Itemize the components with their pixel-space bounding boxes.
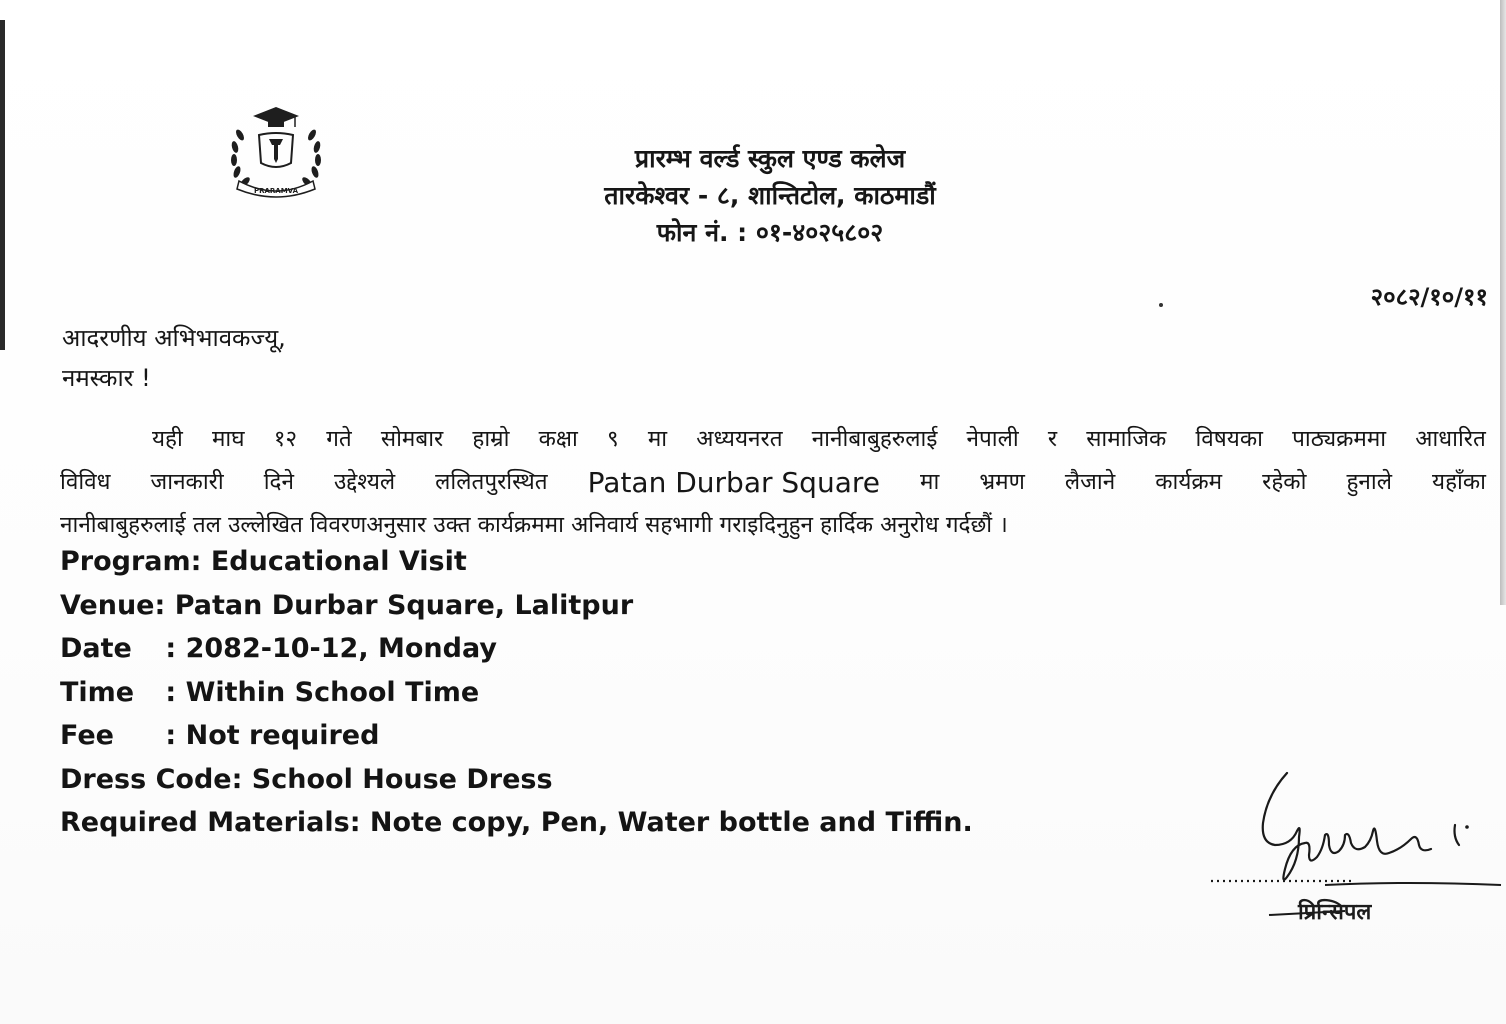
detail-separator: : (154, 589, 175, 621)
detail-value: Educational Visit (210, 546, 467, 577)
body-line-2-word: यहाँका (1432, 469, 1486, 495)
body-line-2-word: जानकारी (150, 469, 224, 495)
letterhead (540, 140, 1000, 251)
body-line-1-word: माघ (211, 426, 245, 452)
body-line-1-word: ९ (607, 426, 619, 452)
detail-row (60, 758, 973, 802)
detail-value: Note copy, Pen, Water bottle and Tiffin. (369, 807, 973, 838)
detail-row (60, 584, 973, 628)
visit-details (60, 540, 973, 845)
school-logo (225, 105, 327, 205)
detail-label: Dress Code (60, 763, 232, 795)
detail-separator: : (156, 633, 186, 664)
detail-row (60, 714, 973, 758)
detail-row (60, 801, 973, 845)
school-address: तारकेश्वर - ८, शान्तिटोल, काठमाडौं (604, 181, 936, 210)
letter-date: २०८२/१०/११ (1370, 283, 1488, 311)
body-paragraph (60, 418, 1486, 547)
body-line-1-word: सामाजिक (1086, 426, 1167, 452)
detail-value: Not required (185, 720, 380, 751)
scan-edge-right (1500, 0, 1506, 605)
detail-label: Time (60, 676, 135, 708)
body-line-1 (60, 418, 1486, 461)
detail-separator: : (156, 720, 186, 751)
body-line-1-word: गते (326, 426, 352, 452)
body-line-3: नानीबाबुहरुलाई तल उल्लेखित विवरणअनुसार उक्त कार्यक्रममा अनिवार्य सहभागी गराइदिनुहुन हार्दिक अनुरोध गर्दछौं । (60, 512, 1008, 538)
body-line-1-word: र (1047, 426, 1058, 452)
detail-value: 2082-10-12, Monday (185, 633, 497, 664)
detail-label: Program (60, 546, 191, 577)
salutation-line-2: नमस्कार ! (62, 364, 151, 392)
detail-row (60, 671, 973, 715)
body-line-2-word: Patan Durbar Square (587, 466, 880, 499)
body-line-1-word: हाम्रो (472, 426, 510, 452)
detail-separator: : (231, 763, 252, 795)
detail-label: Fee (60, 720, 114, 751)
detail-value: Within School Time (185, 676, 480, 708)
body-line-1-word: अध्ययनरत (696, 426, 783, 452)
salutation (62, 318, 286, 398)
body-line-1-word: विषयका (1195, 426, 1263, 452)
principal-title: प्रिन्सिपल (1298, 900, 1372, 925)
body-line-2-word: कार्यक्रम (1155, 469, 1223, 495)
detail-value: School House Dress (251, 763, 553, 795)
body-line-2-word: लैजाने (1064, 469, 1116, 495)
school-logo-emblem-icon (225, 105, 327, 205)
body-line-1-word: पाठ्यक्रममा (1292, 426, 1387, 452)
scan-edge-left (0, 20, 5, 350)
detail-label: Date (60, 633, 132, 664)
ink-dot (1159, 303, 1163, 307)
body-line-1-word: १२ (273, 426, 298, 452)
detail-row (60, 540, 973, 584)
body-line-2-word: मा (920, 469, 940, 495)
body-line-1-word: मा (647, 426, 668, 452)
school-phone: फोन नं. : ०१-४०२५८०२ (656, 218, 884, 247)
body-line-1-word: आधारित (1415, 426, 1486, 452)
logo-text: PRARAMVA (253, 187, 299, 195)
body-line-2-word: ललितपुरस्थित (435, 469, 548, 495)
detail-label: Required Materials (60, 807, 350, 838)
detail-separator: : (156, 676, 186, 708)
detail-row (60, 627, 973, 671)
body-line-2-word: दिने (263, 469, 294, 495)
body-line-2-word: विविध (60, 469, 111, 495)
salutation-line-1: आदरणीय अभिभावकज्यू, (62, 324, 286, 352)
body-line-1-word: सोमबार (380, 426, 444, 452)
detail-separator: : (349, 807, 370, 838)
body-line-2-word: रहेको (1262, 469, 1307, 495)
body-line-1-word: कक्षा (538, 426, 578, 452)
detail-separator: : (190, 546, 211, 577)
body-line-2 (60, 461, 1486, 504)
body-line-2-word: उद्देश्यले (334, 469, 396, 495)
body-line-2-word: भ्रमण (979, 469, 1025, 495)
body-line-2-word: हुनाले (1346, 469, 1392, 495)
detail-label: Venue (60, 589, 155, 621)
body-line-1-word: यही (152, 426, 183, 452)
school-name: प्रारम्भ वर्ल्ड स्कुल एण्ड कलेज (634, 144, 906, 173)
body-line-1-word: नानीबाबुहरुलाई (811, 426, 938, 452)
detail-value: Patan Durbar Square, Lalitpur (174, 589, 634, 621)
body-line-1-word: नेपाली (966, 426, 1019, 452)
signature-text: Lyabsali (1205, 765, 1209, 766)
